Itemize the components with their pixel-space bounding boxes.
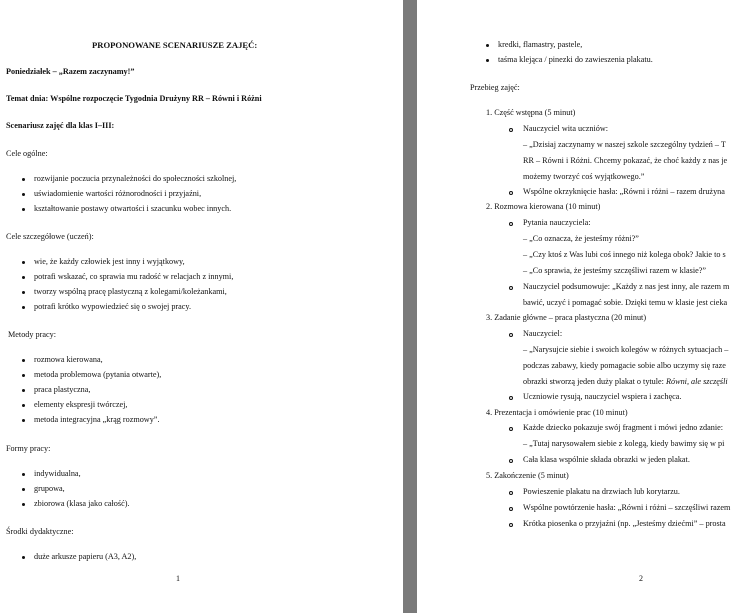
methods-heading: Metody pracy: xyxy=(8,330,56,339)
resources-heading: Środki dydaktyczne: xyxy=(6,527,74,536)
day-heading: Poniedziałek – „Razem zaczynamy!” xyxy=(6,67,135,76)
list-item: metoda integracyjna „krąg rozmowy”. xyxy=(34,415,160,424)
list-item: rozwijanie poczucia przynależności do społeczności szkolnej, xyxy=(34,174,237,183)
bullet-icon xyxy=(486,59,489,62)
quote-line: – „Co sprawia, że jesteśmy szczęśliwi razem w klasie?” xyxy=(523,266,707,275)
list-item: duże arkusze papieru (A3, A2), xyxy=(34,552,137,561)
step-label: 2. Rozmowa kierowana (10 minut) xyxy=(486,202,601,211)
forms-heading: Formy pracy: xyxy=(6,444,51,453)
list-item: Uczniowie rysują, nauczyciel wspiera i zachęca. xyxy=(523,392,682,401)
circle-bullet-icon xyxy=(509,191,513,195)
course-heading: Przebieg zajęć: xyxy=(470,83,520,92)
list-item: kształtowanie postawy otwartości i szacunku wobec innych. xyxy=(34,204,232,213)
list-item: potrafi krótko wypowiedzieć się o swojej pracy. xyxy=(34,302,192,311)
circle-bullet-icon xyxy=(509,128,513,132)
list-item: Każde dziecko pokazuje swój fragment i mówi jedno zdanie: xyxy=(523,423,724,432)
bullet-icon xyxy=(22,556,25,559)
list-item: Krótka piosenka o przyjaźni (np. „Jesteśmy dziećmi” – prosta xyxy=(523,519,726,528)
circle-bullet-icon xyxy=(509,523,513,527)
list-item: Nauczyciel: xyxy=(523,329,563,338)
document-page-2 xyxy=(417,0,750,613)
bullet-icon xyxy=(22,374,25,377)
quote-line: – „Narysujcie siebie i swoich kolegów w różnych sytuacjach – xyxy=(523,345,729,354)
list-item: kredki, flamastry, pastele, xyxy=(498,40,583,49)
list-item: Wspólne okrzyknięcie hasła: „Równi i różni – razem drużyna xyxy=(523,187,725,196)
bullet-icon xyxy=(22,503,25,506)
bullet-icon xyxy=(22,291,25,294)
list-item: elementy ekspresji twórczej, xyxy=(34,400,128,409)
bullet-icon xyxy=(22,276,25,279)
poster-title: Równi, ale szczęśli xyxy=(666,377,728,386)
page-number: 1 xyxy=(176,574,180,583)
bullet-icon xyxy=(22,488,25,491)
quote-text: obrazki stworzą jeden duży plakat o tytule: xyxy=(523,377,664,386)
quote-line xyxy=(523,377,728,387)
quote-line: – „Co oznacza, że jesteśmy różni?” xyxy=(523,234,639,243)
bullet-icon xyxy=(22,389,25,392)
bullet-icon xyxy=(22,208,25,211)
circle-bullet-icon xyxy=(509,396,513,400)
page-gap xyxy=(403,0,417,613)
circle-bullet-icon xyxy=(509,333,513,337)
quote-line: RR – Równi i Różni. Chcemy pokazać, że choć każdy z nas je xyxy=(523,156,728,165)
list-item: rozmowa kierowana, xyxy=(34,355,103,364)
bullet-icon xyxy=(22,261,25,264)
bullet-icon xyxy=(22,473,25,476)
quote-line: podczas zabawy, kiedy pomagacie sobie albo uczymy się raze xyxy=(523,361,726,370)
circle-bullet-icon xyxy=(509,507,513,511)
quote-line: bawić, uczyć i pomagać sobie. Dzięki temu w klasie jest cieka xyxy=(523,298,728,307)
bullet-icon xyxy=(22,306,25,309)
circle-bullet-icon xyxy=(509,222,513,226)
list-item: potrafi wskazać, co sprawia mu radość w relacjach z innymi, xyxy=(34,272,234,281)
page-number: 2 xyxy=(639,574,643,583)
quote-line: – „Czy ktoś z Was lubi coś innego niż kolega obok? Jakie to s xyxy=(523,250,726,259)
quote-line: możemy tworzyć coś wyjątkowego.” xyxy=(523,172,645,181)
step-label: 3. Zadanie główne – praca plastyczna (20 minut) xyxy=(486,313,647,322)
list-item: Wspólne powtórzenie hasła: „Równi i różni – szczęśliwi razem xyxy=(523,503,731,512)
quote-line: – „Tutaj narysowałem siebie z kolegą, kiedy bawimy się w pi xyxy=(523,439,725,448)
bullet-icon xyxy=(22,404,25,407)
list-item: Pytania nauczyciela: xyxy=(523,218,591,227)
scenario-heading: Scenariusz zajęć dla klas I–III: xyxy=(6,121,115,130)
circle-bullet-icon xyxy=(509,286,513,290)
page-title: PROPONOWANE SCENARIUSZE ZAJĘĆ: xyxy=(92,40,258,50)
bullet-icon xyxy=(22,178,25,181)
circle-bullet-icon xyxy=(509,491,513,495)
list-item: Powieszenie plakatu na drzwiach lub korytarzu. xyxy=(523,487,680,496)
quote-line: – „Dzisiaj zaczynamy w naszej szkole szczególny tydzień – T xyxy=(523,140,726,149)
step-label: 5. Zakończenie (5 minut) xyxy=(486,471,569,480)
list-item: tworzy wspólną pracę plastyczną z kolegami/koleżankami, xyxy=(34,287,227,296)
bullet-icon xyxy=(486,44,489,47)
step-label: 4. Prezentacja i omówienie prac (10 minut) xyxy=(486,408,628,417)
circle-bullet-icon xyxy=(509,459,513,463)
list-item: metoda problemowa (pytania otwarte), xyxy=(34,370,162,379)
list-item: grupowa, xyxy=(34,484,65,493)
topic-heading: Temat dnia: Wspólne rozpoczęcie Tygodnia Drużyny RR – Równi i Różni xyxy=(6,94,262,103)
list-item: Cała klasa wspólnie składa obrazki w jeden plakat. xyxy=(523,455,690,464)
bullet-icon xyxy=(22,359,25,362)
list-item: zbiorowa (klasa jako całość). xyxy=(34,499,130,508)
list-item: Nauczyciel podsumowuje: „Każdy z nas jest inny, ale razem m xyxy=(523,282,730,291)
list-item: praca plastyczna, xyxy=(34,385,91,394)
general-goals-heading: Cele ogólne: xyxy=(6,149,48,158)
list-item: wie, że każdy człowiek jest inny i wyjątkowy, xyxy=(34,257,185,266)
list-item: Nauczyciel wita uczniów: xyxy=(523,124,609,133)
list-item: taśma klejąca / pinezki do zawieszenia plakatu. xyxy=(498,55,653,64)
step-label: 1. Część wstępna (5 minut) xyxy=(486,108,576,117)
list-item: indywidualna, xyxy=(34,469,81,478)
circle-bullet-icon xyxy=(509,427,513,431)
specific-goals-heading: Cele szczegółowe (uczeń): xyxy=(6,232,94,241)
list-item: uświadomienie wartości różnorodności i przyjaźni, xyxy=(34,189,202,198)
bullet-icon xyxy=(22,419,25,422)
bullet-icon xyxy=(22,193,25,196)
